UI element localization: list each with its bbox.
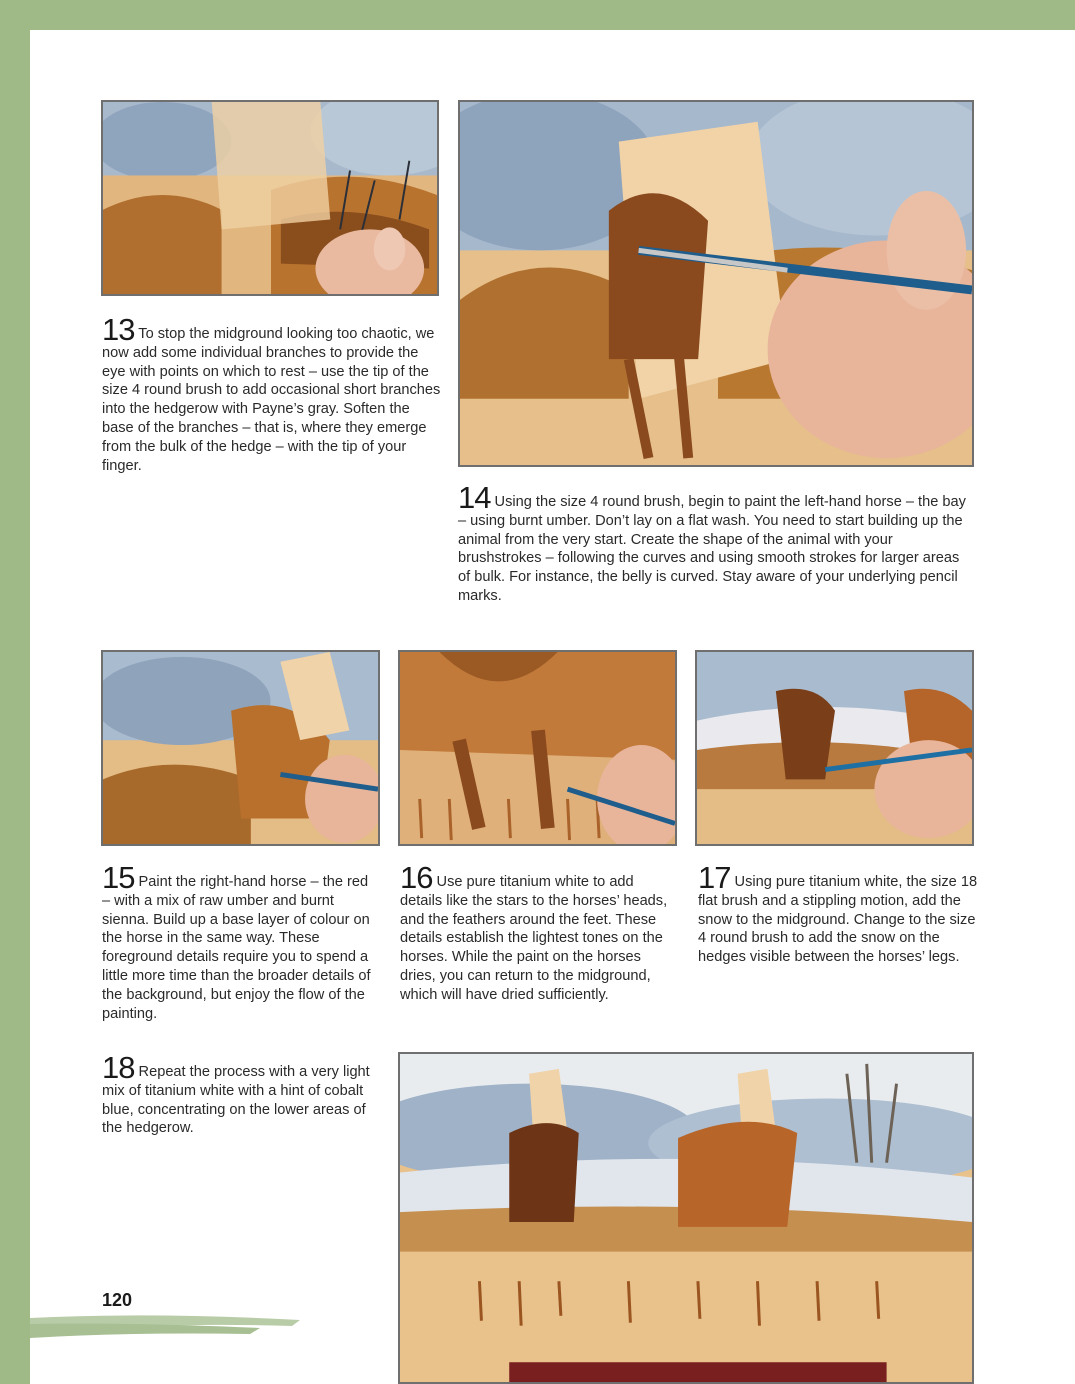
step-18-text	[102, 1050, 378, 1138]
step-18-body: Repeat the process with a very light mix of titanium white with a hint of cobalt blue, concentrating on the lower areas of the hedgerow.	[102, 1064, 370, 1137]
step-18-number: 18	[102, 1050, 135, 1085]
step-14-text	[458, 480, 974, 606]
step-15-photo	[101, 650, 380, 846]
step-13-photo	[101, 100, 439, 296]
step-13-text	[102, 312, 442, 475]
step-13-number: 13	[102, 312, 135, 347]
step-16-body: Use pure titanium white to add details like the stars to the horses’ heads, and the feathers around the feet. These details establish the lightest tones on the horses. While the paint on the horses dries, you can return to the midground, which will have dried sufficiently.	[400, 874, 668, 1003]
step-17-photo	[695, 650, 974, 846]
step-15-text	[102, 860, 378, 1023]
step-15-body: Paint the right-hand horse – the red – with a mix of raw umber and burnt sienna. Build up a base layer of colour on the horse in the same way. These foreground details require you to spend a little more time than the broader details of the background, but enjoy the flow of the painting.	[102, 874, 371, 1022]
step-15-number: 15	[102, 860, 135, 895]
step-17-text	[698, 860, 978, 967]
left-color-band	[0, 0, 30, 1384]
step-14-photo	[458, 100, 974, 467]
step-16-number: 16	[400, 860, 433, 895]
step-17-number: 17	[698, 860, 731, 895]
step-13-body: To stop the midground looking too chaotic, we now add some individual branches to provide the eye with points on which to rest – use the tip of the size 4 round brush to add occasional short branches into the hedgerow with Payne’s gray. Soften the base of the branches – that is, where they emerge from the bulk of the hedge – with the tip of your finger.	[102, 326, 441, 474]
page-number: 120	[102, 1290, 133, 1310]
step-18-photo	[398, 1052, 974, 1384]
step-17-body: Using pure titanium white, the size 18 flat brush and a stippling motion, add the snow to the midground. Change to the size 4 round brush to add the snow on the hedges visible between the horses’ legs.	[698, 874, 978, 966]
top-color-band	[0, 0, 1075, 30]
step-14-number: 14	[458, 480, 491, 515]
brush-stroke-decoration	[30, 1310, 300, 1342]
step-14-body: Using the size 4 round brush, begin to paint the left-hand horse – the bay – using burnt umber. Don’t lay on a flat wash. You need to start building up the animal from the very start. Create the shape of the animal with your brushstrokes – following the curves and using smooth strokes for larger areas of bulk. For instance, the belly is curved. Stay aware of your underlying pencil marks.	[458, 494, 966, 604]
step-16-photo	[398, 650, 677, 846]
step-16-text	[400, 860, 676, 1005]
